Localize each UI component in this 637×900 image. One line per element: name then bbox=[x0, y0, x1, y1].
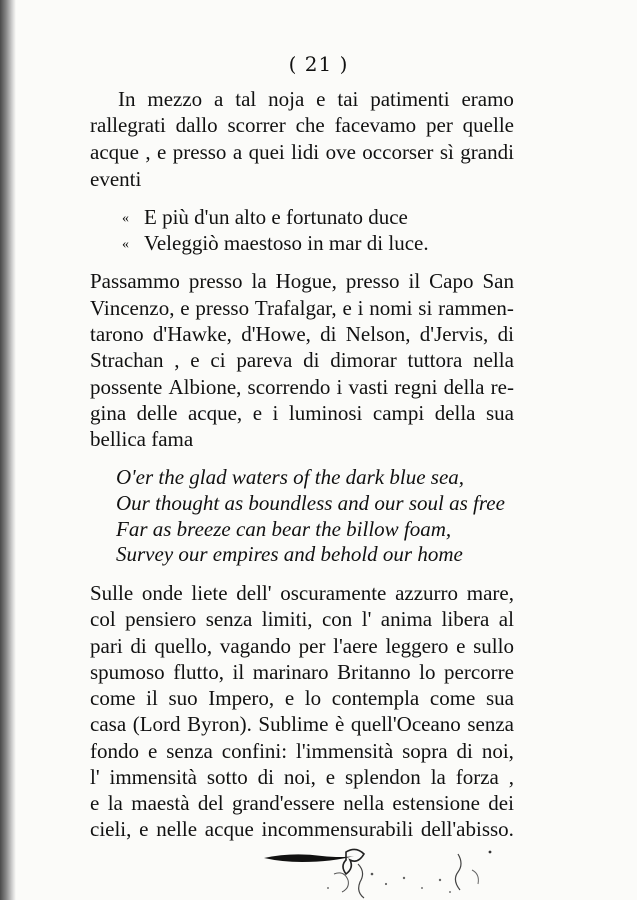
verse-1-line bbox=[122, 230, 429, 258]
paragraph-1-line: In mezzo a tal noja e tai patimenti eramo bbox=[118, 87, 514, 111]
paragraph-3-line: come il suo Impero, e lo contempla come sua bbox=[90, 686, 514, 710]
paragraph-3-line: casa (Lord Byron). Sublime è quell'Oceano senza bbox=[90, 712, 514, 736]
paragraph-2-line: Strachan , e ci pareva di dimorar tuttora nella bbox=[90, 348, 514, 372]
tailpiece-ornament-icon bbox=[262, 844, 522, 900]
paragraph-3-line: e la maestà del grand'essere nella estensione dei bbox=[90, 791, 514, 815]
verse-1-line bbox=[122, 204, 408, 232]
verse-2-line: Far as breeze can bear the billow foam, bbox=[116, 517, 452, 541]
paragraph-3-line: pari di quello, vagando per l'aere leggero e sullo bbox=[90, 634, 514, 658]
paragraph-1-line: eventi bbox=[90, 167, 142, 191]
paragraph-2-line: Vincenzo, e presso Trafalgar, e i nomi si rammen- bbox=[90, 296, 514, 320]
quote-mark: « bbox=[122, 237, 129, 252]
paragraph-3-line: col pensiero senza limiti, con l' anima libera al bbox=[90, 607, 514, 631]
paragraph-3-line: cieli, e nelle acque incommensurabili dell'abisso. bbox=[90, 817, 514, 841]
verse-2-line: Survey our empires and behold our home bbox=[116, 542, 463, 566]
verse-2-line: O'er the glad waters of the dark blue sea, bbox=[116, 465, 465, 489]
verse-1-text: E più d'un alto e fortunato duce bbox=[144, 205, 408, 229]
paragraph-2-line: bellica fama bbox=[90, 427, 194, 451]
page-number: ( 21 ) bbox=[288, 52, 349, 76]
quote-mark: « bbox=[122, 211, 129, 226]
paragraph-1-line: rallegrati dallo scorrer che facevamo per quelle bbox=[90, 113, 514, 137]
paragraph-3-line: spumoso flutto, il marinaro Britanno lo percorre bbox=[90, 660, 514, 684]
paragraph-2-line: Passammo presso la Hogue, presso il Capo San bbox=[90, 269, 514, 293]
paragraph-3-line: fondo e senza confini: l'immensità sopra di noi, bbox=[90, 739, 514, 763]
paragraph-1-line: acque , e presso a quei lidi ove occorser sì grandi bbox=[90, 140, 514, 164]
verse-2-line: Our thought as boundless and our soul as free bbox=[116, 491, 505, 515]
paragraph-3-line: Sulle onde liete dell' oscuramente azzurro mare, bbox=[90, 581, 514, 605]
verse-1-text: Veleggiò maestoso in mar di luce. bbox=[144, 231, 429, 255]
paragraph-2-line: gina delle acque, e i luminosi campi della sua bbox=[90, 401, 514, 425]
binding-shadow bbox=[0, 0, 16, 900]
paragraph-2-line: tarono d'Hawke, d'Howe, di Nelson, d'Jervis, di bbox=[90, 322, 514, 346]
paragraph-2-line: possente Albione, scorrendo i vasti regni della re- bbox=[90, 375, 514, 399]
paragraph-3-line: l' immensità sotto di noi, e splendon la forza , bbox=[90, 765, 514, 789]
